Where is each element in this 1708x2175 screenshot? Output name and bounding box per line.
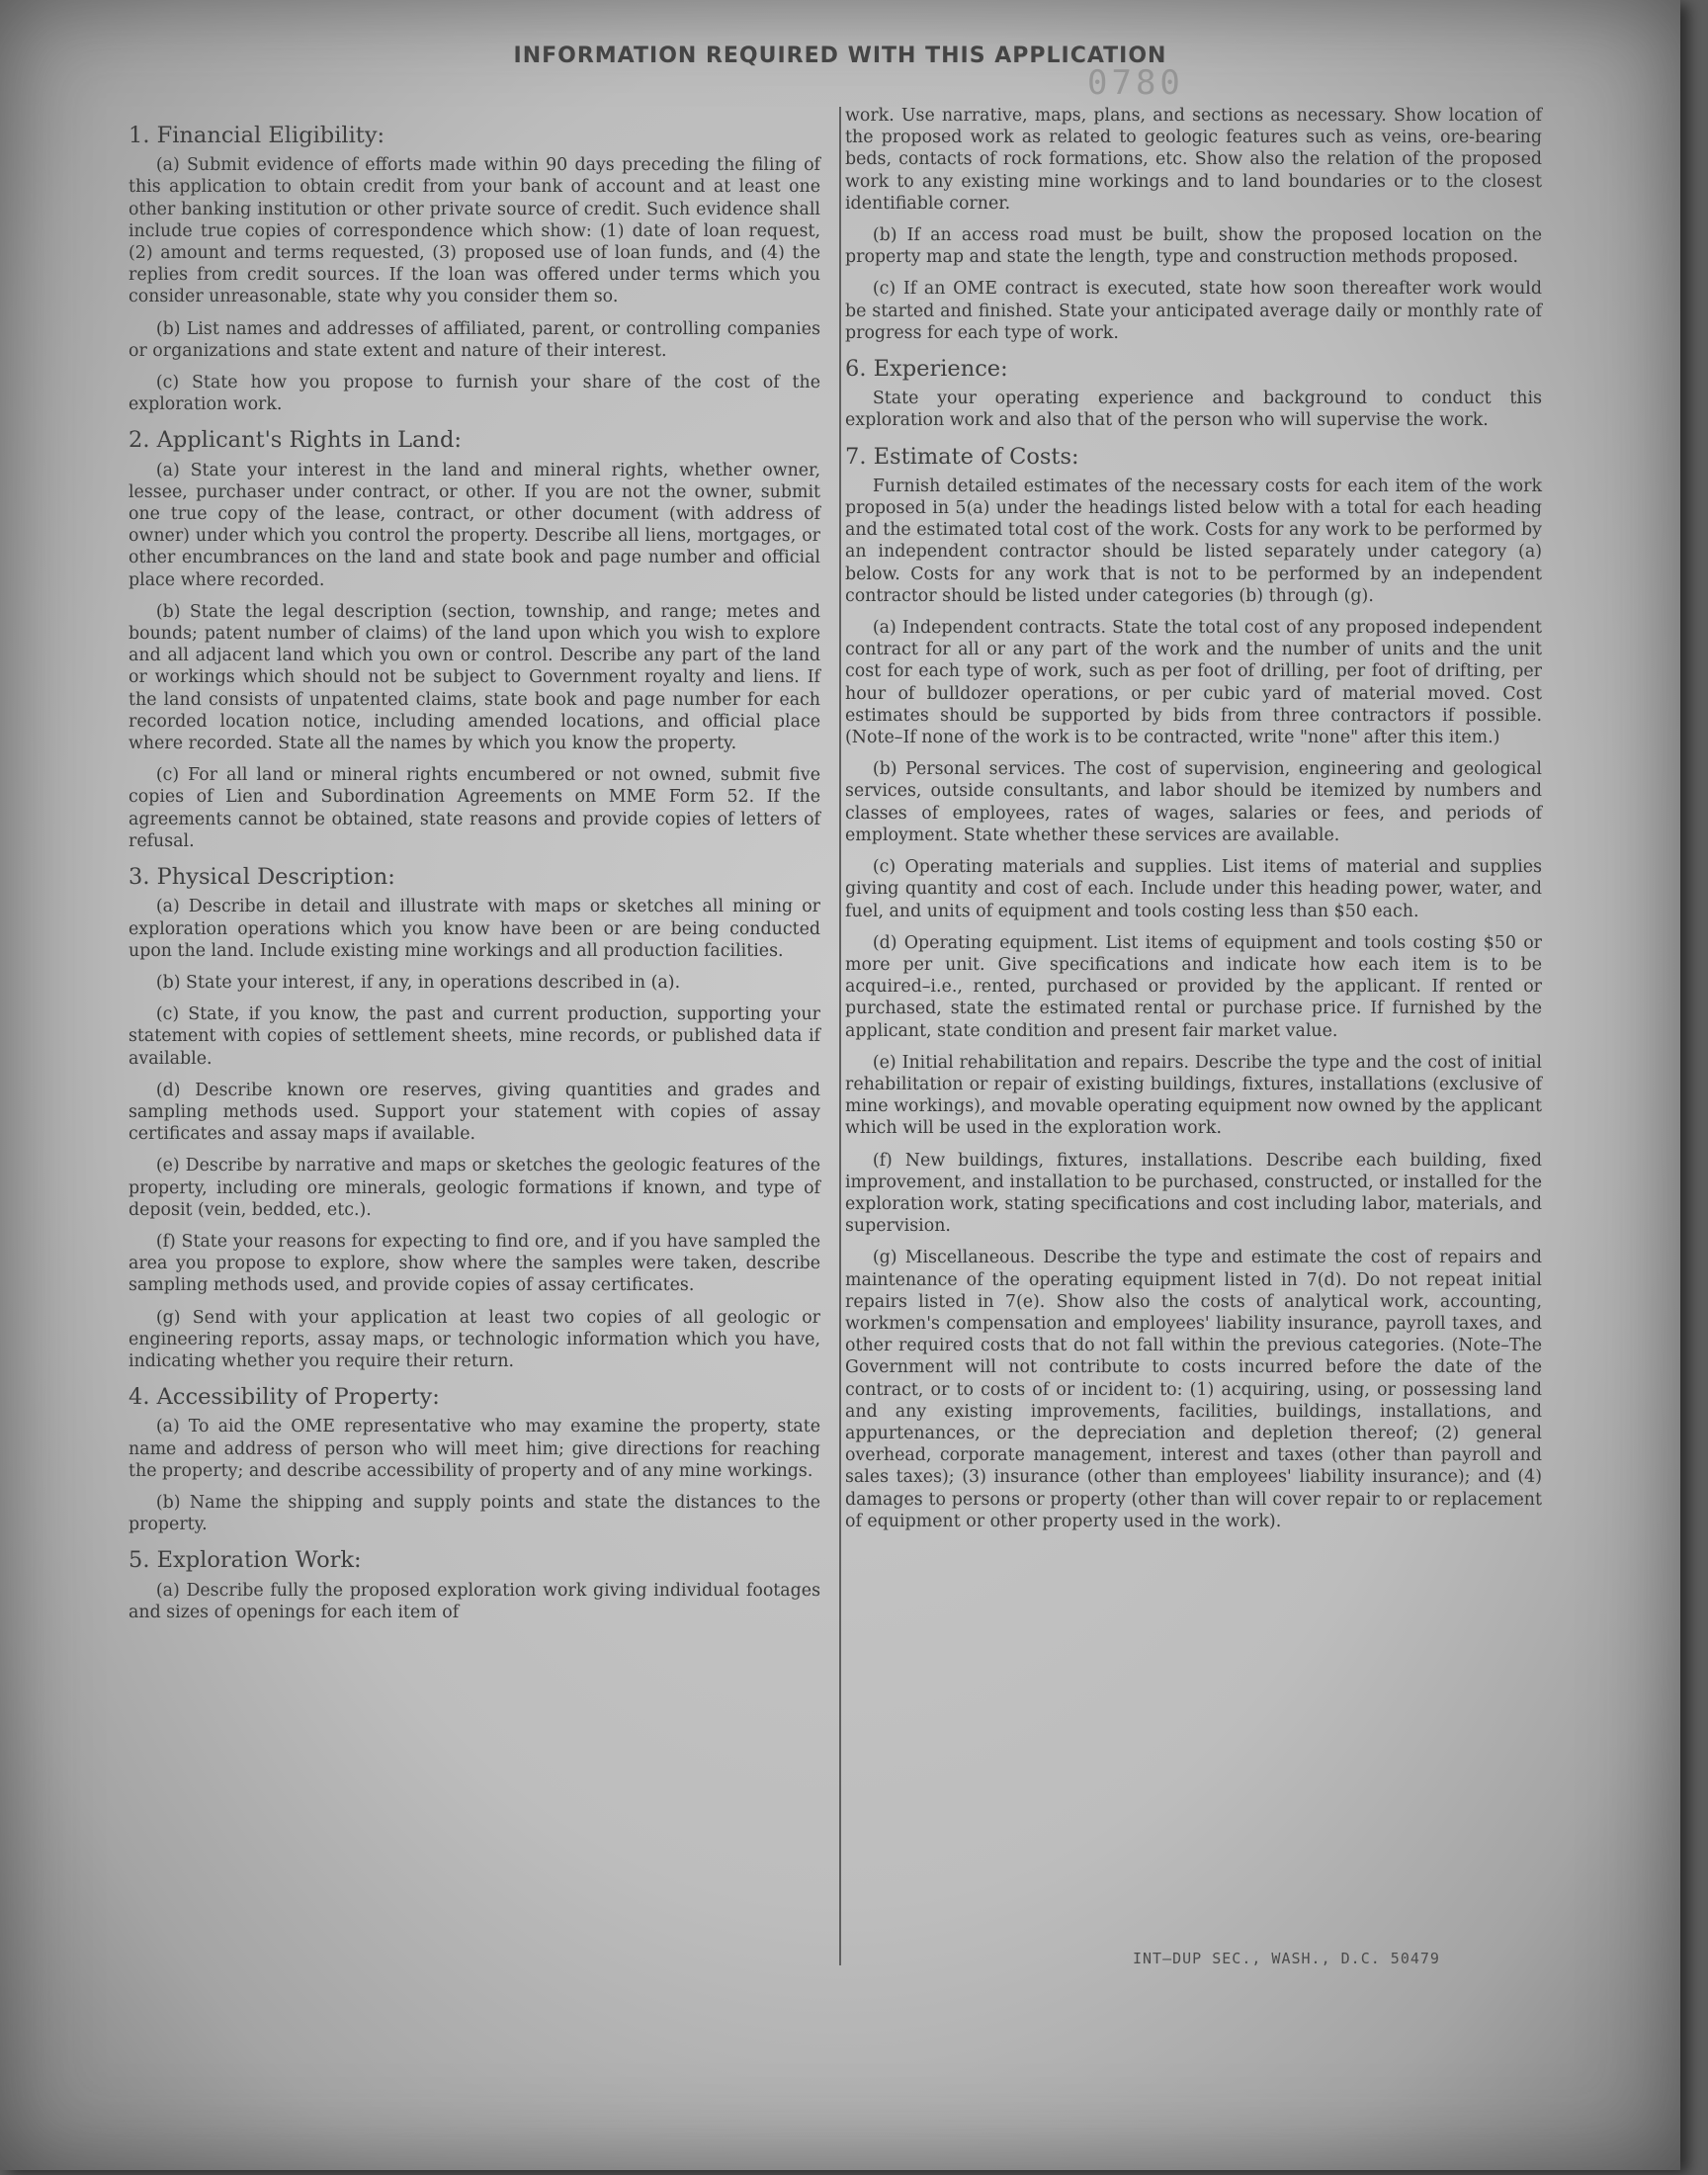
paragraph-1b: (b) List names and addresses of affiliated, parent, or controlling companies or organizations and state extent and nature of their interest. [128, 318, 820, 361]
paragraph-7-intro: Furnish detailed estimates of the necessary costs for each item of the work proposed in 5(a) under the headings listed below with a total for each heading and the estimated total cost of the work. Costs for any work to be performed by an independent contractor should be listed separately under category (a) below. Costs for any work that is not to be performed by an independent contractor should be listed under categories (b) through (g). [845, 476, 1542, 606]
section-heading-accessibility: 4. Accessibility of Property: [128, 1384, 440, 1411]
printer-footer: INT–DUP SEC., WASH., D.C. 50479 [1133, 1950, 1440, 1967]
paragraph-2a: (a) State your interest in the land and mineral rights, whether owner, lessee, purchaser under contract, or other. If you are not the owner, submit one true copy of the lease, contract, or other document (with address of owner) under which you control the property. Describe all liens, mortgages, or other encumbrances on the land and state book and page number and official place where recorded. [128, 460, 820, 590]
paragraph-2c: (c) For all land or mineral rights encumbered or not owned, submit five copies of Lien and Subordination Agreements on MME Form 52. If the agreements cannot be obtained, state reasons and provide copies of letters of refusal. [128, 765, 820, 851]
right-column [845, 105, 1542, 1542]
paragraph-7d: (d) Operating equipment. List items of equipment and tools costing $50 or more per unit. Give specifications and indicate how each item is to be acquired–i.e., rented, purchased or provided by the applicant. If rented or purchased, state the estimated rental or purchase price. If furnished by the applicant, state condition and present fair market value. [845, 932, 1542, 1041]
paragraph-4a: (a) To aid the OME representative who may examine the property, state name and address of person who will meet him; give directions for reaching the property; and describe accessibility of property and of any mine workings. [128, 1417, 820, 1481]
paragraph-5c: (c) If an OME contract is executed, state how soon thereafter work would be started and finished. State your anticipated average daily or monthly rate of progress for each type of work. [845, 279, 1542, 343]
paragraph-7e: (e) Initial rehabilitation and repairs. Describe the type and the cost of initial rehabilitation or repair of existing buildings, fixtures, installations (exclusive of mine workings), and movable operating equipment now owned by the applicant which will be used in the exploration work. [845, 1052, 1542, 1139]
paragraph-3d: (d) Describe known ore reserves, giving quantities and grades and sampling methods used. Support your statement with copies of assay certificates and assay maps if available. [128, 1080, 820, 1145]
section-heading-financial-eligibility: 1. Financial Eligibility: [128, 123, 385, 148]
section-heading-rights-in-land: 2. Applicant's Rights in Land: [128, 427, 462, 454]
paragraph-4b: (b) Name the shipping and supply points and state the distances to the property. [128, 1492, 820, 1535]
document-stamp-number: 0780 [1087, 63, 1184, 103]
column-divider [839, 107, 841, 1965]
paragraph-7c: (c) Operating materials and supplies. List items of material and supplies giving quantity and cost of each. Include under this heading power, water, and fuel, and units of equipment and tools costing less than $50 each. [845, 857, 1542, 921]
paragraph-3a: (a) Describe in detail and illustrate with maps or sketches all mining or exploration operations which you know have been or are being conducted upon the land. Include existing mine workings and all production facilities. [128, 897, 820, 961]
paragraph-5a: (a) Describe fully the proposed exploration work giving individual footages and sizes of openings for each item of [128, 1580, 820, 1622]
paragraph-3b: (b) State your interest, if any, in operations described in (a). [155, 972, 681, 993]
section-heading-experience: 6. Experience: [845, 356, 1008, 383]
section-heading-physical-description: 3. Physical Description: [128, 864, 395, 891]
paragraph-7f: (f) New buildings, fixtures, installations. Describe each building, fixed improvement, and installation to be purchased, constructed, or installed for the exploration work, stating specifications and cost including labor, materials, and supervision. [845, 1150, 1542, 1237]
paragraph-3e: (e) Describe by narrative and maps or sketches the geologic features of the property, including ore minerals, geologic formations if known, and type of deposit (vein, bedded, etc.). [128, 1156, 820, 1220]
paragraph-7g: (g) Miscellaneous. Describe the type and estimate the cost of repairs and maintenance of the operating equipment listed in 7(d). Do not repeat initial repairs listed in 7(e). Show also the costs of analytical work, accounting, workmen's compensation and employees' liability insurance, payroll taxes, and other required costs that do not fall within the previous categories. (Note–The Government will not contribute to costs incurred before the date of the contract, or to costs of or incident to: (1) acquiring, using, or possessing land and any existing improvements, facilities, buildings, installations, and appurtenances, or the depreciation and depletion thereof; (2) general overhead, corporate management, interest and taxes (other than payroll and sales taxes); (3) insurance (other than employees' liability insurance); and (4) damages to persons or property (other than will cover repair to or replacement of equipment or other property used in the work). [845, 1248, 1542, 1531]
left-column [128, 111, 820, 1633]
paragraph-5a-continued: work. Use narrative, maps, plans, and sections as necessary. Show location of the proposed work as related to geologic features such as veins, ore-bearing beds, contacts of rock formations, etc. Show also the relation of the proposed work to any existing mine workings and to land boundaries or to the closest identifiable corner. [845, 106, 1542, 214]
paragraph-3f: (f) State your reasons for expecting to find ore, and if you have sampled the area you propose to explore, show where the samples were taken, describe sampling methods used, and provide copies of assay certificates. [128, 1231, 820, 1296]
paragraph-5b: (b) If an access road must be built, show the proposed location on the property map and state the length, type and construction methods proposed. [845, 225, 1542, 268]
paragraph-6: State your operating experience and background to conduct this exploration work and also that of the person who will supervise the work. [845, 389, 1542, 431]
paragraph-1a: (a) Submit evidence of efforts made within 90 days preceding the filing of this application to obtain credit from your bank of account and at least one other banking institution or other private source of credit. Such evidence shall include true copies of correspondence which show: (1) date of loan request, (2) amount and terms requested, (3) proposed use of loan funds, and (4) the replies from credit sources. If the loan was offered under terms which you consider unreasonable, state why you consider them so. [128, 155, 820, 307]
paragraph-7b: (b) Personal services. The cost of supervision, engineering and geological services, outside consultants, and labor should be itemized by numbers and classes of employees, rates of wages, salaries or fees, and periods of employment. State whether these services are available. [845, 759, 1542, 845]
page-title: INFORMATION REQUIRED WITH THIS APPLICATION [513, 44, 1167, 68]
section-heading-exploration-work: 5. Exploration Work: [128, 1547, 362, 1574]
paragraph-3c: (c) State, if you know, the past and current production, supporting your statement with copies of settlement sheets, mine records, or published data if available. [128, 1004, 820, 1069]
section-heading-estimate-of-costs: 7. Estimate of Costs: [845, 443, 1079, 470]
paragraph-2b: (b) State the legal description (section, township, and range; metes and bounds; patent number of claims) of the land upon which you wish to explore and all adjacent land which you own or control. Describe any part of the land or workings which should not be subject to Government royalty and liens. If the land consists of unpatented claims, state book and page number for each recorded location notice, including amended locations, and official place where recorded. State all the names by which you know the property. [128, 601, 820, 754]
paragraph-3g: (g) Send with your application at least two copies of all geologic or engineering reports, assay maps, or technologic information which you have, indicating whether you require their return. [128, 1307, 820, 1371]
paragraph-7a: (a) Independent contracts. State the total cost of any proposed independent contract for all or any part of the work and the number of units and the unit cost for each type of work, such as per foot of drilling, per foot of drifting, per hour of bulldozer operations, or per cubic yard of material moved. Cost estimates should be supported by bids from three contractors if possible. (Note–If none of the work is to be contracted, write "none" after this item.) [845, 618, 1542, 748]
paragraph-1c: (c) State how you propose to furnish your share of the cost of the exploration work. [128, 373, 820, 415]
